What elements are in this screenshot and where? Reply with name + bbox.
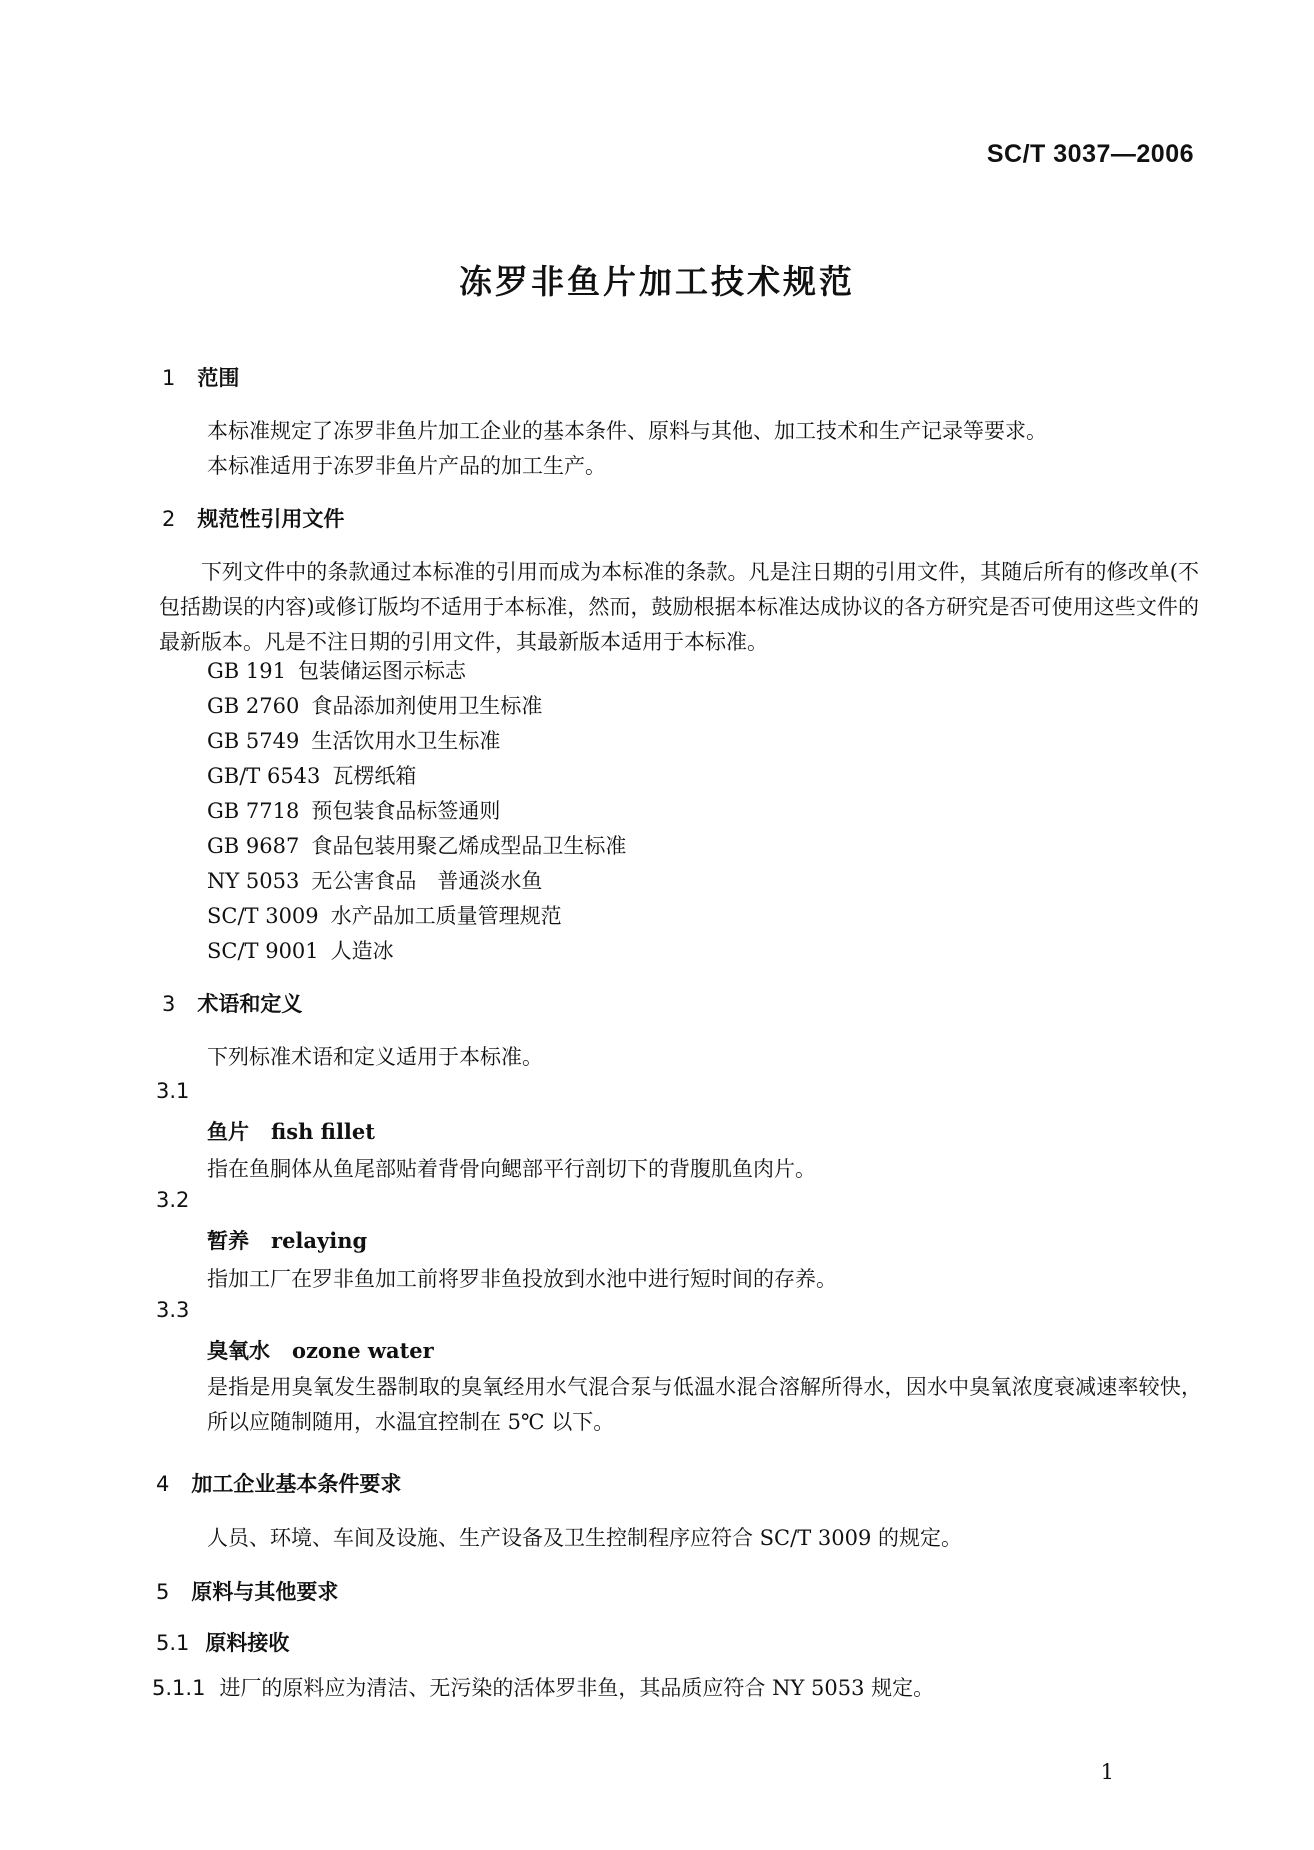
section-title: 规范性引用文件 bbox=[197, 507, 345, 531]
reference-item bbox=[207, 723, 500, 759]
section-title: 加工企业基本条件要求 bbox=[191, 1472, 402, 1496]
term-number: 3.2 bbox=[156, 1188, 190, 1212]
section-1-heading bbox=[162, 362, 239, 392]
section-4-paragraph: 人员、环境、车间及设施、生产设备及卫生控制程序应符合 SC/T 3009 的规定。 bbox=[207, 1526, 963, 1550]
section-number: 3 bbox=[162, 992, 176, 1016]
section-number: 4 bbox=[156, 1472, 170, 1496]
reference-item bbox=[207, 828, 626, 864]
section-3-intro: 下列标准术语和定义适用于本标准。 bbox=[207, 1045, 543, 1069]
document-title: 冻罗非鱼片加工技术规范 bbox=[459, 262, 855, 301]
subsection-title: 原料接收 bbox=[205, 1631, 290, 1655]
term-english: ozone water bbox=[292, 1338, 434, 1363]
section-2-intro: 下列文件中的条款通过本标准的引用而成为本标准的条款。凡是注日期的引用文件，其随后所有的修改单(不包括勘误的内容)或修订版均不适用于本标准，然而，鼓励根据本标准达成协议的各方研究是否可使用这些文件的最新版本。凡是不注日期的引用文件，其最新版本适用于本标准。 bbox=[159, 560, 1199, 654]
section-number: 1 bbox=[162, 366, 176, 390]
page-number: 1 bbox=[1100, 1760, 1114, 1784]
reference-code: GB 7718 bbox=[207, 799, 300, 823]
section-1-paragraph-1: 本标准规定了冻罗非鱼片加工企业的基本条件、原料与其他、加工技术和生产记录等要求。 bbox=[207, 419, 1047, 443]
section-number: 5 bbox=[156, 1580, 170, 1604]
term-definition: 指加工厂在罗非鱼加工前将罗非鱼投放到水池中进行短时间的存养。 bbox=[207, 1267, 837, 1291]
reference-item bbox=[207, 863, 542, 899]
reference-item bbox=[207, 758, 416, 794]
subsection-number: 5.1 bbox=[156, 1631, 190, 1655]
reference-name: 预包装食品标签通则 bbox=[311, 799, 501, 823]
reference-item bbox=[207, 793, 500, 829]
section-title: 原料与其他要求 bbox=[191, 1580, 339, 1604]
reference-name: 食品添加剂使用卫生标准 bbox=[311, 694, 543, 718]
reference-name: 瓦楞纸箱 bbox=[332, 764, 417, 788]
section-title: 范围 bbox=[197, 366, 240, 390]
reference-name: 水产品加工质量管理规范 bbox=[330, 904, 562, 928]
section-1-paragraph-2: 本标准适用于冻罗非鱼片产品的加工生产。 bbox=[207, 454, 606, 478]
reference-code: SC/T 9001 bbox=[207, 939, 319, 963]
section-4-heading bbox=[156, 1468, 401, 1498]
reference-code: SC/T 3009 bbox=[207, 904, 319, 928]
reference-item bbox=[207, 653, 466, 689]
clause-number: 5.1.1 bbox=[152, 1676, 206, 1700]
section-5-heading bbox=[156, 1576, 338, 1606]
term-number: 3.1 bbox=[156, 1079, 190, 1103]
reference-item bbox=[207, 933, 394, 969]
reference-code: GB 5749 bbox=[207, 729, 300, 753]
section-title: 术语和定义 bbox=[197, 992, 303, 1016]
reference-item bbox=[207, 688, 542, 724]
term-english: relaying bbox=[271, 1228, 368, 1253]
term-chinese: 鱼片 bbox=[207, 1120, 249, 1144]
reference-code: GB 9687 bbox=[207, 834, 300, 858]
reference-code: GB 2760 bbox=[207, 694, 300, 718]
reference-item bbox=[207, 898, 562, 934]
section-2-heading bbox=[162, 503, 344, 533]
term-definition: 指在鱼胴体从鱼尾部贴着背骨向鳃部平行剖切下的背腹肌鱼肉片。 bbox=[207, 1157, 816, 1181]
clause-text: 进厂的原料应为清洁、无污染的活体罗非鱼，其品质应符合 NY 5053 规定。 bbox=[219, 1676, 935, 1700]
term-heading bbox=[207, 1225, 367, 1255]
reference-code: NY 5053 bbox=[207, 869, 300, 893]
reference-code: GB/T 6543 bbox=[207, 764, 321, 788]
reference-name: 人造冰 bbox=[330, 939, 394, 963]
section-number: 2 bbox=[162, 507, 176, 531]
term-chinese: 暂养 bbox=[207, 1229, 249, 1253]
reference-name: 食品包装用聚乙烯成型品卫生标准 bbox=[311, 834, 627, 858]
reference-name: 生活饮用水卫生标准 bbox=[311, 729, 501, 753]
subsection-5-1-heading bbox=[156, 1627, 289, 1657]
reference-name: 无公害食品 普通淡水鱼 bbox=[311, 869, 543, 893]
term-english: fish fillet bbox=[271, 1119, 375, 1144]
reference-name: 包装储运图示标志 bbox=[297, 659, 466, 683]
clause-5-1-1 bbox=[152, 1670, 934, 1706]
term-heading bbox=[207, 1116, 375, 1146]
term-chinese: 臭氧水 bbox=[207, 1339, 270, 1363]
standard-number: SC/T 3037—2006 bbox=[986, 140, 1194, 168]
term-number: 3.3 bbox=[156, 1298, 190, 1322]
term-definition: 是指是用臭氧发生器制取的臭氧经用水气混合泵与低温水混合溶解所得水，因水中臭氧浓度衰减速率较快，所以应随制随用，水温宜控制在 5℃ 以下。 bbox=[207, 1375, 1202, 1434]
section-3-heading bbox=[162, 988, 302, 1018]
reference-code: GB 191 bbox=[207, 659, 286, 683]
term-heading bbox=[207, 1335, 434, 1365]
